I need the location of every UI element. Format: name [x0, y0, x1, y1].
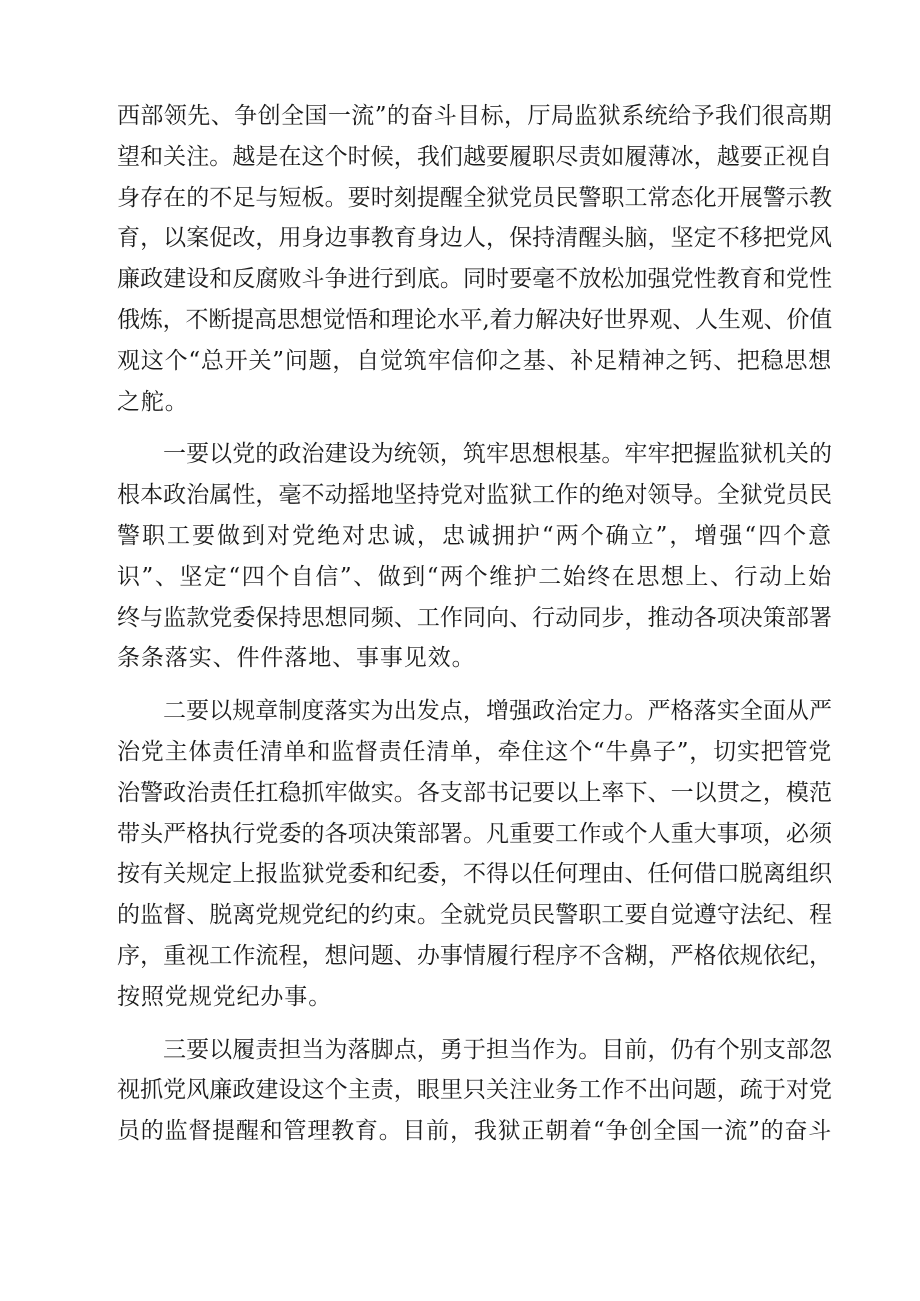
text-line: 望和关注。越是在这个时候，我们越要履职尽责如履薄冰，越要正视自 [117, 143, 832, 170]
text-line: 俄炼，不断提高思想觉悟和理论水平,着力解决好世界观、人生观、价值 [117, 306, 832, 333]
text-line: 一要以党的政治建设为统领，筑牢思想根基。牢牢把握监狱机关的 [163, 441, 832, 468]
text-line: 条条落实、件件落地、事事见效。 [117, 645, 476, 672]
text-line: 视抓党风廉政建设这个主责，眼里只关注业务工作不出问题，疏于对党 [117, 1077, 832, 1104]
text-line: 终与监款党委保持思想同频、工作同向、行动同步，推动各项决策部署 [117, 604, 832, 631]
text-line: 按有关规定上报监狱党委和纪委，不得以任何理由、任何借口脱离组织 [117, 861, 832, 888]
text-line: 二要以规章制度落实为出发点，增强政治定力。严格落实全面从严 [163, 698, 832, 725]
paragraph-p2 [117, 434, 832, 679]
document-body [117, 96, 832, 1164]
text-line: 识”、坚定“四个自信”、做到“两个维护二始终在思想上、行动上始 [117, 563, 832, 590]
text-line: 治党主体责任清单和监督责任清单，牵住这个“牛鼻子”，切实把管党 [117, 738, 832, 765]
text-line: 廉政建设和反腐败斗争进行到底。同时要毫不放松加强党性教育和党性 [117, 266, 832, 293]
text-line: 之舵。 [117, 388, 189, 415]
text-line: 员的监督提醒和管理教育。目前，我狱正朝着“争创全国一流”的奋斗 [117, 1118, 832, 1145]
text-line: 按照党规党纪办事。 [117, 983, 333, 1010]
paragraph-p3 [117, 691, 832, 1017]
text-line: 序，重视工作流程，想问题、办事情履行程序不含糊，严格依规依纪， [117, 942, 832, 969]
paragraph-p4 [117, 1030, 832, 1152]
text-line: 育，以案促改，用身边事教育身边人，保持清醒头脑，坚定不移把党风 [117, 225, 832, 252]
text-line: 警职工要做到对党绝对忠诚，忠诚拥护“两个确立”，增强“四个意 [117, 522, 832, 549]
text-line: 根本政治属性，毫不动摇地坚持党对监狱工作的绝对领导。全狱党员民 [117, 482, 832, 509]
text-line: 的监督、脱离党规党纪的约束。全就党员民警职工要自觉遵守法纪、程 [117, 902, 832, 929]
text-line: 观这个“总开关”问题，自觉筑牢信仰之基、补足精神之钙、把稳思想 [117, 347, 832, 374]
text-line: 带头严格执行党委的各项决策部署。凡重要工作或个人重大事项，必须 [117, 820, 832, 847]
text-line: 西部领先、争创全国一流”的奋斗目标，厅局监狱系统给予我们很高期 [117, 103, 832, 129]
text-line: 身存在的不足与短板。要时刻提醒全狱党员民警职工常态化开展警示教 [117, 184, 832, 211]
paragraph-p1 [117, 96, 832, 422]
text-line: 治警政治责任扛稳抓牢做实。各支部书记要以上率下、一以贯之，模范 [117, 779, 832, 806]
text-line: 三要以履责担当为落脚点，勇于担当作为。目前，仍有个别支部忽 [163, 1036, 832, 1063]
